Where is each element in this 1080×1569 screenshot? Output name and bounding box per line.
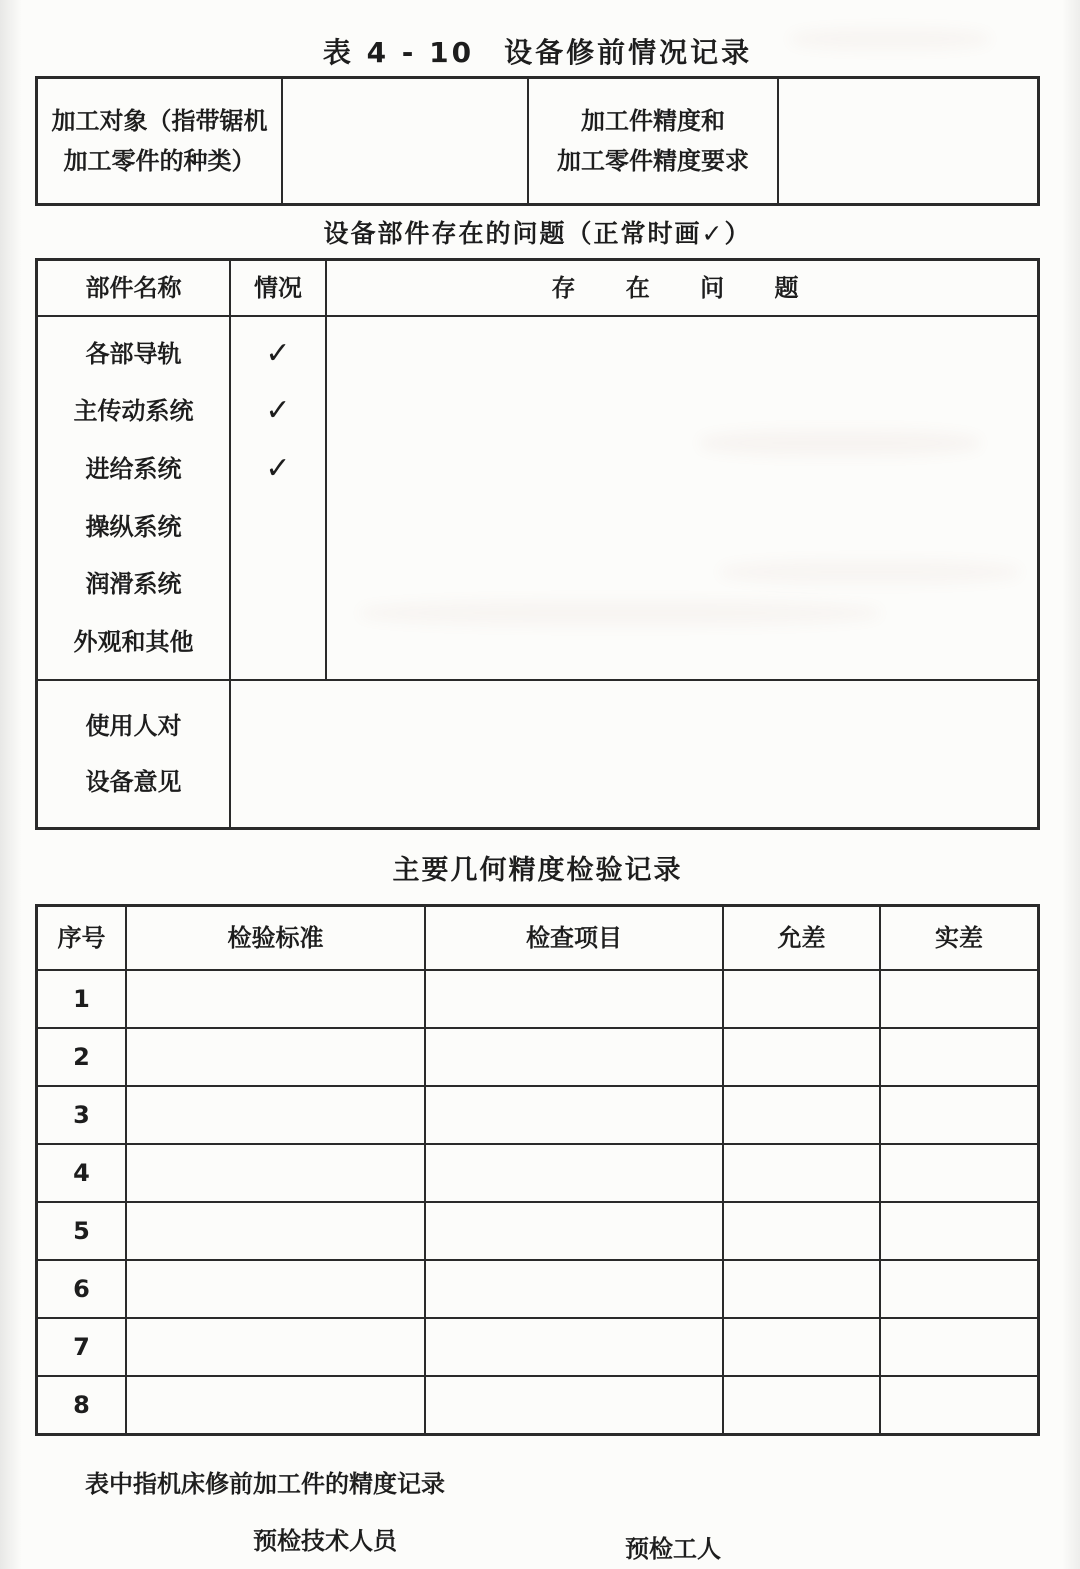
- column-header-problems: 存 在 问 题: [551, 274, 813, 302]
- footer-note: 表中指机床修前加工件的精度记录: [85, 1470, 445, 1498]
- standard-cell: [127, 1029, 426, 1085]
- table-title-text: 设备修前情况记录: [504, 36, 753, 69]
- problems-value-cell: [327, 317, 1037, 679]
- allowed-deviation-cell: [724, 1261, 881, 1317]
- scan-edge-shadow-left: [0, 0, 22, 1569]
- part-name: 各部导轨: [85, 339, 182, 368]
- user-opinion-label: [38, 681, 231, 827]
- precision-requirement-label-line2: 加工零件精度要求: [557, 147, 749, 175]
- table-number: 表 4 - 10: [322, 36, 475, 69]
- actual-deviation-cell: [881, 1087, 1037, 1143]
- user-opinion-label-line2: 设备意见: [85, 768, 182, 796]
- row-number-cell: 8: [38, 1377, 127, 1433]
- table-row: [38, 1085, 1037, 1143]
- allowed-deviation-cell: [724, 1087, 881, 1143]
- processing-object-label-line2: 加工零件的种类）: [63, 147, 256, 175]
- scan-edge-shadow-right: [1062, 0, 1080, 1569]
- parts-table-header-row: [38, 261, 1037, 317]
- status-column: [231, 317, 327, 679]
- column-header-actual-deviation: 实差: [935, 924, 983, 952]
- item-cell: [426, 1203, 724, 1259]
- standard-cell: [127, 1319, 426, 1375]
- standard-cell: [127, 1261, 426, 1317]
- processing-object-label-line1: 加工对象（指带锯机: [51, 107, 268, 135]
- part-name: 润滑系统: [85, 570, 182, 599]
- column-header-number: 序号: [38, 907, 127, 969]
- standard-cell: [127, 1377, 426, 1433]
- part-name: 操纵系统: [85, 512, 182, 541]
- precision-section-header: 主要几何精度检验记录: [392, 854, 683, 886]
- problem-section-header: 设备部件存在的问题（正常时画✓）: [35, 206, 1040, 261]
- allowed-deviation-cell: [724, 1145, 881, 1201]
- row-number-cell: 5: [38, 1203, 127, 1259]
- row-number-cell: 2: [38, 1029, 127, 1085]
- processing-object-value-cell: [283, 79, 529, 203]
- parts-problem-table: [35, 261, 1040, 830]
- column-header-part-name: 部件名称: [38, 261, 231, 315]
- table-row: [38, 1259, 1037, 1317]
- allowed-deviation-cell: [724, 1377, 881, 1433]
- standard-cell: [127, 1203, 426, 1259]
- actual-deviation-cell: [881, 1145, 1037, 1201]
- item-cell: [426, 1377, 724, 1433]
- standard-cell: [127, 971, 426, 1027]
- actual-deviation-cell: [881, 1319, 1037, 1375]
- allowed-deviation-cell: [724, 1319, 881, 1375]
- item-cell: [426, 1087, 724, 1143]
- actual-deviation-cell: [881, 1261, 1037, 1317]
- checkmark: ✓: [265, 451, 291, 487]
- item-cell: [426, 1319, 724, 1375]
- user-opinion-row: [38, 679, 1037, 827]
- actual-deviation-cell: [881, 971, 1037, 1027]
- precision-requirement-label: [529, 79, 779, 203]
- precision-requirement-label-line1: 加工件精度和: [581, 107, 725, 135]
- part-name-column: [38, 317, 231, 679]
- table-row: [38, 1201, 1037, 1259]
- row-number-cell: 3: [38, 1087, 127, 1143]
- checkmark: ✓: [265, 335, 291, 371]
- item-cell: [426, 1261, 724, 1317]
- allowed-deviation-cell: [724, 1203, 881, 1259]
- table-row: [38, 1317, 1037, 1375]
- part-name: 外观和其他: [73, 628, 194, 657]
- row-number-cell: 1: [38, 971, 127, 1027]
- signature-row: [35, 1521, 1040, 1564]
- standard-cell: [127, 1087, 426, 1143]
- row-number-cell: 4: [38, 1145, 127, 1201]
- processing-object-label: [38, 79, 283, 203]
- user-opinion-value-cell: [231, 681, 1037, 827]
- page-title: [35, 30, 1040, 72]
- parts-table-body: [38, 317, 1037, 679]
- row-number-cell: 7: [38, 1319, 127, 1375]
- row-number-cell: 6: [38, 1261, 127, 1317]
- item-cell: [426, 1145, 724, 1201]
- checkmark: ✓: [265, 393, 291, 429]
- column-header-standard: 检验标准: [127, 907, 426, 969]
- inspector-technician-label: 预检技术人员: [253, 1527, 397, 1555]
- standard-cell: [127, 1145, 426, 1201]
- table-row: [38, 969, 1037, 1027]
- item-cell: [426, 1029, 724, 1085]
- part-name: 主传动系统: [73, 397, 194, 426]
- part-name: 进给系统: [85, 455, 182, 484]
- processing-object-table: [35, 76, 1040, 206]
- table-row: [38, 1027, 1037, 1085]
- column-header-allowed-deviation: 允差: [724, 907, 881, 969]
- precision-table-header-row: [38, 907, 1037, 969]
- user-opinion-label-line1: 使用人对: [85, 712, 182, 740]
- inspector-worker-label: 预检工人: [625, 1535, 721, 1563]
- table-row: [38, 1375, 1037, 1433]
- allowed-deviation-cell: [724, 1029, 881, 1085]
- precision-requirement-value-cell: [779, 79, 1037, 203]
- table-row: [38, 1143, 1037, 1201]
- column-header-status: 情况: [231, 261, 327, 315]
- actual-deviation-cell: [881, 1377, 1037, 1433]
- actual-deviation-cell: [881, 1203, 1037, 1259]
- allowed-deviation-cell: [724, 971, 881, 1027]
- column-header-item: 检查项目: [426, 907, 724, 969]
- actual-deviation-cell: [881, 1029, 1037, 1085]
- item-cell: [426, 971, 724, 1027]
- precision-inspection-table: [35, 904, 1040, 1436]
